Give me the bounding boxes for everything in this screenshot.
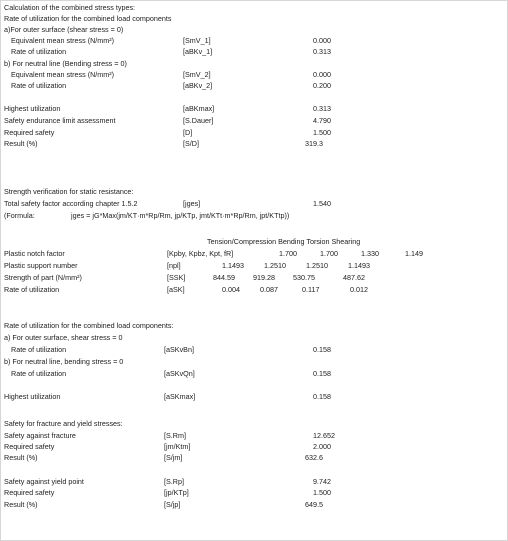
row-value: 649.5 xyxy=(305,500,323,509)
row-symbol: [aBKv_2] xyxy=(183,81,213,90)
row-value: 1.500 xyxy=(313,488,331,497)
table-cell: 1.700 xyxy=(320,249,338,258)
table-row-symbol: [SSK] xyxy=(167,273,186,282)
row-label: Equivalent mean stress (N/mm²) xyxy=(11,70,115,79)
table-cell: 1.1493 xyxy=(222,261,244,270)
row-label: Rate of utilization xyxy=(11,345,67,354)
row-value: 0.158 xyxy=(313,369,331,378)
table-cell: 0.004 xyxy=(222,285,240,294)
table-cell: 919.28 xyxy=(253,273,275,282)
table-row-label: Rate of utilization xyxy=(4,285,60,294)
row-label: Required safety xyxy=(4,488,55,497)
row-symbol: [S/jm] xyxy=(164,453,183,462)
load-type-header: Tension/Compression Bending Torsion Shearing xyxy=(207,237,361,246)
row-label: Safety against fracture xyxy=(4,431,76,440)
table-cell: 1.149 xyxy=(405,249,423,258)
outer-surface-label: a)For outer surface (shear stress = 0) xyxy=(4,25,124,34)
table-cell: 844.59 xyxy=(213,273,235,282)
table-cell: 530.75 xyxy=(293,273,315,282)
table-cell: 1.2510 xyxy=(264,261,286,270)
row-value: 2.000 xyxy=(313,442,331,451)
row-label: Result (%) xyxy=(4,500,38,509)
row-symbol: [SmV_2] xyxy=(183,70,211,79)
row-value: 12.652 xyxy=(313,431,335,440)
row-label: Required safety xyxy=(4,442,55,451)
table-cell: 1.330 xyxy=(361,249,379,258)
table-row-label: Plastic support number xyxy=(4,261,78,270)
row-symbol: [S.Rm] xyxy=(164,431,186,440)
row-value: 0.200 xyxy=(313,81,331,90)
row-value: 0.158 xyxy=(313,345,331,354)
row-value: 0.158 xyxy=(313,392,331,401)
table-cell: 0.012 xyxy=(350,285,368,294)
table-row-symbol: [aSK] xyxy=(167,285,185,294)
total-safety-symbol: [jges] xyxy=(183,199,201,208)
row-value: 319.3 xyxy=(305,139,323,148)
neutral-line-label: b) For neutral line, bending stress = 0 xyxy=(4,357,124,366)
row-symbol: [SmV_1] xyxy=(183,36,211,45)
table-cell: 1.1493 xyxy=(348,261,370,270)
row-label: Rate of utilization xyxy=(11,81,67,90)
table-cell: 1.700 xyxy=(279,249,297,258)
row-label: Required safety xyxy=(4,128,55,137)
row-label: Result (%) xyxy=(4,139,38,148)
combined-load-header: Rate of utilization for the combined load components: xyxy=(4,321,174,330)
row-value: 4.790 xyxy=(313,116,331,125)
row-label: Safety against yield point xyxy=(4,477,84,486)
formula-text: jges = jG*Max(jm/KT·m*Rp/Rm, jp/KTp, jmt/KTt·m*Rp/Rm, jpt/KTtp)) xyxy=(71,211,290,220)
row-symbol: [aBKv_1] xyxy=(183,47,213,56)
row-symbol: [S.Rp] xyxy=(164,477,184,486)
row-label: Safety endurance limit assessment xyxy=(4,116,116,125)
row-symbol: [aSKvBn] xyxy=(164,345,194,354)
row-symbol: [aSKvQn] xyxy=(164,369,195,378)
row-value: 632.6 xyxy=(305,453,323,462)
combined-stress-subheader: Rate of utilization for the combined load components xyxy=(4,14,172,23)
row-label: Rate of utilization xyxy=(11,47,67,56)
row-label: Highest utilization xyxy=(4,104,61,113)
table-cell: 1.2510 xyxy=(306,261,328,270)
combined-stress-header: Calculation of the combined stress types: xyxy=(4,3,136,12)
table-row-label: Plastic notch factor xyxy=(4,249,65,258)
row-symbol: [D] xyxy=(183,128,193,137)
table-cell: 487.62 xyxy=(343,273,365,282)
row-label: Highest utilization xyxy=(4,392,61,401)
table-row-symbol: [npl] xyxy=(167,261,181,270)
row-value: 0.000 xyxy=(313,70,331,79)
formula-label: (Formula: xyxy=(4,211,35,220)
neutral-line-label: b) For neutral line (Bending stress = 0) xyxy=(4,59,127,68)
static-resistance-header: Strength verification for static resistance: xyxy=(4,187,134,196)
row-value: 1.500 xyxy=(313,128,331,137)
outer-surface-label: a) For outer surface, shear stress = 0 xyxy=(4,333,123,342)
table-cell: 0.087 xyxy=(260,285,278,294)
row-label: Result (%) xyxy=(4,453,38,462)
row-label: Equivalent mean stress (N/mm²) xyxy=(11,36,115,45)
table-row-symbol: [Kpby, Kpbz, Kpt, fR] xyxy=(167,249,234,258)
total-safety-value: 1.540 xyxy=(313,199,331,208)
row-symbol: [S/jp] xyxy=(164,500,181,509)
row-symbol: [aBKmax] xyxy=(183,104,215,113)
row-value: 0.000 xyxy=(313,36,331,45)
table-cell: 0.117 xyxy=(302,285,320,294)
row-symbol: [aSKmax] xyxy=(164,392,196,401)
row-label: Rate of utilization xyxy=(11,369,67,378)
row-value: 9.742 xyxy=(313,477,331,486)
safety-header: Safety for fracture and yield stresses: xyxy=(4,419,123,428)
row-symbol: [jp/KTp] xyxy=(164,488,189,497)
row-symbol: [S/D] xyxy=(183,139,199,148)
table-row-label: Strength of part (N/mm²) xyxy=(4,273,82,282)
row-value: 0.313 xyxy=(313,47,331,56)
total-safety-label: Total safety factor according chapter 1.5.2 xyxy=(4,199,138,208)
row-value: 0.313 xyxy=(313,104,331,113)
row-symbol: [jm/Ktm] xyxy=(164,442,191,451)
row-symbol: [S.Dauer] xyxy=(183,116,214,125)
